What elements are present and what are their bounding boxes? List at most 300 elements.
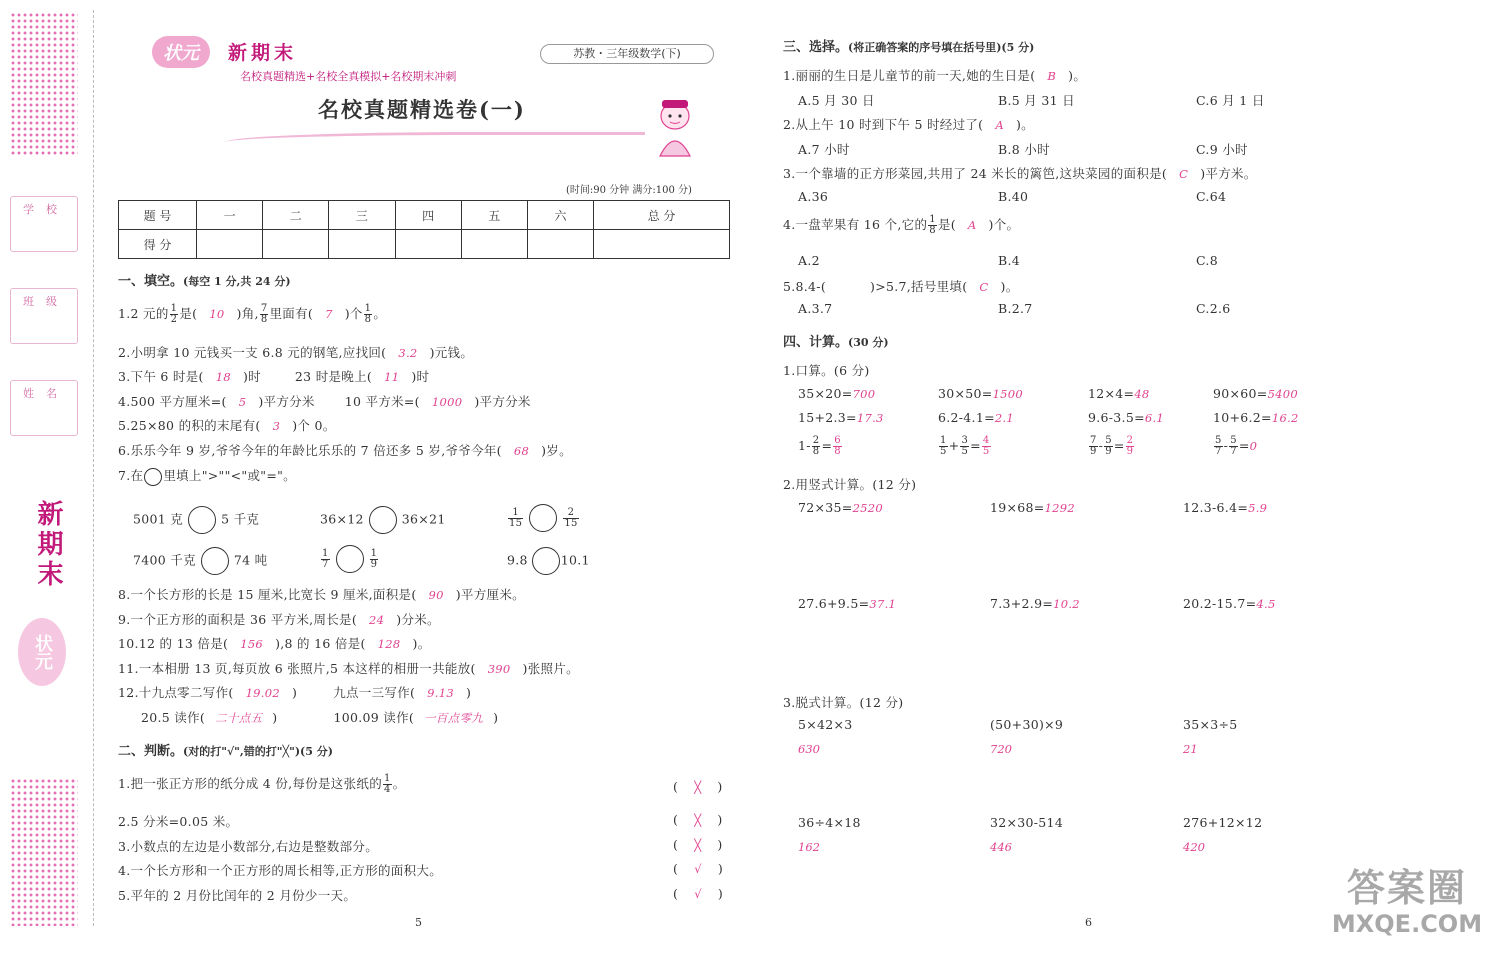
q-text: )。 [1000, 279, 1019, 294]
numerator: 4 [982, 435, 990, 446]
judge-answer-4[interactable]: ( √ ) [673, 861, 724, 876]
denominator: 8 [812, 446, 820, 457]
question-1-9 [118, 610, 440, 628]
fraction [928, 215, 937, 236]
q-text: 7.在 [118, 468, 144, 483]
judge-item-5: 5.平年的 2 月份比闰年的 2 月份少一天。 [118, 888, 357, 903]
denominator: 9 [370, 558, 378, 570]
numerator: 5 [1105, 435, 1112, 446]
operator: + [948, 438, 960, 453]
expr: 15+2.3= [798, 410, 857, 425]
q-text: 12.十九点零二写作( [118, 685, 234, 700]
fraction [1214, 436, 1223, 457]
answer: 6.1 [1144, 411, 1165, 425]
answer: 16.2 [1271, 411, 1299, 425]
score-input-cell[interactable] [263, 230, 329, 259]
judge-answer-1[interactable]: ( ╳ ) [673, 779, 723, 794]
q-text: 1.2 元的 [118, 306, 169, 321]
vertical-item [798, 596, 896, 611]
choice-option-b[interactable]: B.8 小时 [998, 142, 1050, 157]
q-text: ) [292, 685, 298, 700]
vertical-item [798, 500, 883, 515]
choice-option-a[interactable]: A.5 月 30 日 [798, 93, 875, 108]
answer: 24 [369, 613, 385, 627]
answer: ╳ [694, 813, 702, 827]
score-input-cell[interactable] [594, 230, 730, 259]
compare-item [507, 547, 590, 575]
compare-circle-input[interactable] [336, 545, 364, 573]
answer-fraction [833, 436, 842, 457]
answer: 2520 [852, 501, 884, 515]
score-cell: 一 [197, 201, 263, 230]
question-1-6 [118, 441, 572, 459]
logo-badge [152, 36, 210, 68]
q-text: ) [493, 710, 499, 725]
answer: 1292 [1044, 501, 1076, 515]
expr: 20.2-15.7= [1183, 596, 1257, 611]
score-cell: 题 号 [119, 201, 197, 230]
question-1-10 [118, 634, 431, 652]
answer: 一百点零九 [424, 711, 484, 725]
judge-answer-2[interactable]: ( ╳ ) [673, 812, 723, 827]
oral-item: 1- $\frac{2}{8}$ = $\frac{6}{8}$ [798, 435, 841, 457]
numerator: 2 [1126, 435, 1134, 446]
q-text: 23 时是晚上( [294, 369, 373, 384]
series-subtitle: 名校真题精选+名校全真模拟+名校期末冲刺 [240, 70, 457, 83]
section-4-title: 四、计算。 [783, 335, 849, 350]
answer: 10 [209, 307, 225, 321]
mascot-illustration [650, 96, 700, 158]
section-1-heading [118, 270, 291, 289]
choice-q3-stem [783, 164, 1257, 182]
name-field[interactable] [10, 380, 78, 436]
answer: 4.5 [1256, 597, 1276, 611]
q-text: 20.5 读作( [141, 710, 206, 725]
q-text: 里面有( [269, 306, 314, 321]
fraction [260, 304, 269, 325]
q-text: )岁。 [541, 443, 572, 458]
expr: 72×35= [798, 500, 853, 515]
q-text: )时 [411, 369, 430, 384]
denominator: 8 [364, 314, 372, 325]
q-text: )平方分米 [258, 394, 315, 409]
compare-circle-input[interactable] [532, 547, 560, 575]
section-3-heading [783, 36, 1034, 55]
denominator: 5 [940, 446, 947, 457]
q-text: )元钱。 [429, 345, 474, 360]
section-2-points: (对的打"√",错的打"╳")(5 分) [183, 745, 333, 758]
fraction [1104, 436, 1113, 457]
compare-circle-input[interactable] [188, 506, 216, 534]
fraction [383, 774, 392, 795]
question-1-1 [118, 304, 386, 325]
q-text: 10 平方米=( [344, 394, 420, 409]
numerator: 7 [260, 303, 268, 314]
compare-circle-input[interactable] [201, 547, 229, 575]
vertical-series-title: 新期末 [33, 500, 63, 590]
judge-answer-5[interactable]: ( √ ) [673, 886, 724, 901]
step-answer: 446 [990, 840, 1012, 854]
fraction [563, 508, 578, 529]
numerator: 1 [364, 303, 372, 314]
choice-option-c[interactable]: C.9 小时 [1196, 142, 1248, 157]
score-input-cell[interactable] [329, 230, 395, 259]
numerator: 1 [170, 303, 178, 314]
section-2-title: 二、判断。 [118, 744, 184, 759]
q-text: )个 [344, 306, 363, 321]
judge-item-4: 4.一个长方形和一个正方形的周长相等,正方形的面积大。 [118, 863, 443, 878]
denominator: 4 [384, 784, 391, 795]
oral-item: $\frac{1}{5}$ + $\frac{3}{5}$ = $\frac{4}{5}$ [940, 435, 990, 457]
answer: 48 [1134, 387, 1150, 401]
answer: √ [694, 862, 702, 876]
score-input-cell[interactable] [395, 230, 461, 259]
expr: 6.2-4.1= [938, 410, 995, 425]
oral-item [1088, 386, 1150, 401]
section-4-points: (30 分) [848, 336, 889, 349]
compare-item [133, 547, 267, 575]
denominator: 5 [982, 446, 990, 457]
q-text: 1.丽丽的生日是儿童节的前一天,她的生日是( [783, 68, 1036, 83]
compare-right: 10.1 [560, 552, 590, 568]
choice-option-a[interactable]: A.36 [798, 189, 829, 204]
q-text: 九点一三写作( [333, 685, 416, 700]
numerator: 1 [370, 547, 378, 559]
step-answer: 420 [1183, 840, 1205, 854]
watermark-line1: 答案圈 [1346, 866, 1467, 910]
choice-option-c[interactable]: C.64 [1196, 189, 1227, 204]
question-1-12b [141, 708, 498, 726]
q-text: )平方分米 [474, 394, 531, 409]
answer: 1500 [992, 387, 1024, 401]
fraction [1229, 436, 1238, 457]
denominator: 9 [1090, 446, 1097, 457]
time-info: (时间:90 分钟 满分:100 分) [566, 185, 692, 196]
q-text: 9.一个正方形的面积是 36 平方米,周长是( [118, 612, 358, 627]
choice-q4-stem [783, 215, 1019, 236]
expr: 10+6.2= [1213, 410, 1272, 425]
compare-right: 36×21 [401, 511, 446, 527]
question-1-5 [118, 416, 336, 434]
section-3-title: 三、选择。 [783, 40, 849, 55]
score-input-cell[interactable] [461, 230, 527, 259]
score-table-header-row [119, 201, 730, 230]
vertical-calc-title: 2.用竖式计算。(12 分) [783, 477, 917, 492]
answer: ╳ [694, 780, 702, 794]
answer: 二十点五 [215, 711, 263, 725]
class-label: 班级 [23, 295, 69, 308]
class-field[interactable] [10, 288, 78, 344]
section-4-heading [783, 331, 889, 350]
section-1-title: 一、填空。 [118, 274, 184, 289]
answer: 3.2 [398, 346, 418, 360]
q-text: )分米。 [396, 612, 440, 627]
choice-option-c[interactable]: C.8 [1196, 253, 1218, 268]
choice-option-b[interactable]: B.40 [998, 189, 1029, 204]
answer: 156 [240, 637, 264, 651]
judge-item-3: 3.小数点的左边是小数部分,右边是整数部分。 [118, 839, 379, 854]
answer: 3 [272, 419, 281, 433]
page-number-right: 6 [1085, 916, 1092, 929]
answer: 390 [487, 662, 511, 676]
watermark-line2: MXQE.COM [1331, 910, 1483, 938]
side-seal-text: 状元 [32, 634, 53, 670]
numerator: 1 [322, 547, 329, 559]
numerator: 1 [508, 508, 523, 519]
q-text: 5.8.4-( [783, 279, 827, 294]
answer: 37.1 [869, 597, 897, 611]
oral-item [1088, 410, 1164, 425]
score-input-cell[interactable] [197, 230, 263, 259]
score-cell: 五 [461, 201, 527, 230]
q-text: )个 0。 [292, 418, 336, 433]
compare-left: 5001 克 [133, 511, 184, 527]
q-text: )张照片。 [522, 661, 579, 676]
question-1-4 [118, 392, 531, 410]
fraction [321, 549, 330, 570]
denominator: 7 [322, 558, 329, 570]
expr: 90×60= [1213, 386, 1268, 401]
page-number-left: 5 [415, 916, 422, 929]
oral-item [938, 410, 1014, 425]
vertical-item [1183, 500, 1267, 515]
q-text: 3.下午 6 时是( [118, 369, 204, 384]
denominator: 15 [564, 517, 578, 529]
oral-item [1213, 410, 1299, 425]
q-text: )角, [236, 306, 259, 321]
fraction [508, 508, 523, 529]
question-1-12 [118, 683, 471, 701]
expr: 12.3-6.4= [1183, 500, 1249, 515]
denominator: 2 [170, 314, 178, 325]
answer: 5.9 [1248, 501, 1268, 515]
choice-option-b[interactable]: B.2.7 [998, 301, 1033, 316]
expr: 19×68= [990, 500, 1045, 515]
numerator: 3 [961, 435, 969, 446]
choice-q1-stem [783, 66, 1086, 84]
fraction [960, 436, 969, 457]
question-1-8 [118, 585, 525, 603]
q-text: 11.一本相册 13 页,每页放 6 张照片,5 本这样的相册一共能放( [118, 661, 476, 676]
compare-item [320, 545, 379, 573]
answer: B [1047, 69, 1057, 83]
oral-item: $\frac{7}{9}$ - $\frac{5}{9}$ = $\frac{2}{9}$ [1090, 435, 1134, 457]
vertical-item [1183, 596, 1276, 611]
q-text: 2.从上午 10 时到下午 5 时经过了( [783, 117, 984, 132]
oral-item [1213, 386, 1298, 401]
oral-item [798, 386, 875, 401]
q-text: )。 [412, 636, 431, 651]
title-dots [330, 150, 650, 154]
q-text: )>5.7,括号里填( [870, 279, 968, 294]
operator: - [1098, 438, 1104, 453]
q-text: )。 [1015, 117, 1034, 132]
answer: 10.2 [1053, 597, 1080, 611]
answer: 2.1 [994, 411, 1015, 425]
expr: 7.3+2.9= [990, 596, 1054, 611]
choice-option-c[interactable]: C.2.6 [1196, 301, 1231, 316]
answer: 11 [384, 370, 400, 384]
q-text: )个。 [988, 217, 1020, 232]
answer: 0 [1249, 439, 1258, 453]
q-text: 4.500 平方厘米=( [118, 394, 227, 409]
q-text: ) [465, 685, 472, 700]
choice-option-b[interactable]: B.5 月 31 日 [998, 93, 1075, 108]
side-seal [18, 618, 66, 686]
step-expr: 276+12×12 [1183, 815, 1263, 830]
score-table [118, 200, 730, 259]
expr: 9.6-3.5= [1088, 410, 1145, 425]
question-1-11 [118, 659, 579, 677]
question-1-2 [118, 343, 473, 361]
compare-right: 74 吨 [233, 552, 268, 568]
step-answer: 720 [990, 742, 1012, 756]
answer-fraction [1126, 436, 1135, 457]
denominator: 9 [1126, 446, 1134, 457]
compare-circle-icon [144, 468, 162, 486]
answer: 68 [513, 444, 530, 458]
answer: 128 [377, 637, 401, 651]
q-text: )平方米。 [1200, 166, 1257, 181]
compare-item [133, 506, 259, 534]
q-text: 1.把一张正方形的纸分成 4 份,每份是这张纸的 [118, 776, 382, 791]
paper-title: 名校真题精选卷(一) [318, 97, 526, 122]
answer: 19.02 [245, 686, 280, 700]
section-3-points: (将正确答案的序号填在括号里)(5 分) [848, 41, 1035, 54]
choice-option-c[interactable]: C.6 月 1 日 [1196, 93, 1265, 108]
expr: 30×50= [938, 386, 993, 401]
watermark-logo [1322, 866, 1492, 950]
question-1-3 [118, 367, 429, 385]
step-expr: 32×30-514 [990, 815, 1064, 830]
section-1-points: (每空 1 分,共 24 分) [183, 275, 291, 288]
q-text: 。 [392, 776, 406, 791]
q-text: 4.一盘苹果有 16 个,它的 [783, 217, 928, 232]
fraction [939, 436, 948, 457]
fraction [812, 436, 821, 457]
step-expr: (50+30)×9 [990, 717, 1064, 732]
q-text: ),8 的 16 倍是( [275, 636, 366, 651]
numerator: 2 [563, 508, 578, 519]
q-text: )时 [242, 369, 261, 384]
score-cell: 四 [395, 201, 461, 230]
school-field[interactable] [10, 196, 78, 252]
choice-q2-stem [783, 115, 1034, 133]
expr: 12×4= [1088, 386, 1135, 401]
fraction [170, 304, 179, 325]
answer: 700 [852, 387, 876, 401]
expr: 1- [798, 438, 811, 453]
answer: C [1179, 167, 1189, 181]
answer: 7 [325, 307, 333, 321]
numerator: 5 [1230, 435, 1237, 446]
margin-rule [93, 10, 94, 926]
answer: 9.13 [427, 686, 454, 700]
compare-circle-input[interactable] [369, 506, 397, 534]
answer: A [995, 118, 1004, 132]
choice-option-b[interactable]: B.4 [998, 253, 1021, 268]
oral-calc-title: 1.口算。(6 分) [783, 363, 870, 378]
denominator: 8 [834, 446, 841, 457]
q-text: 里填上">""<"或"="。 [163, 468, 296, 483]
step-expr: 35×3÷5 [1183, 717, 1238, 732]
choice-option-a[interactable]: A.3.7 [798, 301, 833, 316]
score-cell: 总 分 [594, 201, 730, 230]
q-text: )平方厘米。 [455, 587, 525, 602]
fraction [364, 304, 373, 325]
denominator: 15 [509, 517, 523, 529]
step-calc-title: 3.脱式计算。(12 分) [783, 695, 904, 710]
question-1-7 [118, 466, 296, 486]
denominator: 9 [1105, 446, 1112, 457]
edition-badge: 苏教・三年级数学(下) [540, 44, 714, 64]
expr: 27.6+9.5= [798, 596, 870, 611]
series-title: 新期末 [228, 42, 298, 64]
name-label: 姓名 [23, 387, 69, 400]
choice-option-a[interactable]: A.7 小时 [798, 142, 850, 157]
answer: √ [694, 887, 702, 901]
q-text: 5.25×80 的积的末尾有( [118, 418, 261, 433]
fraction [370, 549, 379, 570]
expr: 35×20= [798, 386, 853, 401]
denominator: 7 [1230, 446, 1237, 457]
q-text: 10.12 的 13 倍是( [118, 636, 229, 651]
q-text: 是( [179, 306, 198, 321]
answer: C [979, 280, 989, 294]
q-text: 100.09 读作( [333, 710, 415, 725]
answer-fraction [982, 436, 991, 457]
compare-left: 9.8 [507, 552, 528, 568]
numerator: 1 [940, 435, 947, 446]
compare-left: 7400 千克 [133, 552, 196, 568]
q-text: ) [272, 710, 278, 725]
compare-circle-input[interactable] [529, 504, 557, 532]
q-text: 8.一个长方形的长是 15 厘米,比宽长 9 厘米,面积是( [118, 587, 417, 602]
school-label: 学校 [23, 203, 69, 216]
q-text: 3.一个靠墙的正方形菜园,共用了 24 米长的篱笆,这块菜园的面积是( [783, 166, 1168, 181]
answer: 5 [238, 395, 247, 409]
numerator: 5 [1215, 435, 1222, 446]
step-answer: 162 [798, 840, 820, 854]
compare-item [320, 506, 446, 534]
answer: 90 [428, 588, 444, 602]
numerator: 1 [929, 214, 936, 225]
title-swoosh [225, 132, 645, 149]
step-expr: 36÷4×18 [798, 815, 861, 830]
score-table-score-row [119, 230, 730, 259]
step-answer: 21 [1183, 742, 1198, 756]
score-cell: 三 [329, 201, 395, 230]
q-text: 2.小明拿 10 元钱买一支 6.8 元的钢笔,应找回( [118, 345, 387, 360]
judge-answer-3[interactable]: ( ╳ ) [673, 837, 723, 852]
answer: 17.3 [856, 411, 884, 425]
answer: 1000 [431, 395, 463, 409]
vertical-item [990, 596, 1080, 611]
q-text: 是( [937, 217, 956, 232]
score-input-cell[interactable] [527, 230, 593, 259]
compare-right: 5 千克 [221, 511, 260, 527]
oral-item: $\frac{5}{7}$ - $\frac{5}{7}$ =0 [1215, 435, 1258, 457]
q-text: 6.乐乐今年 9 岁,爷爷今年的年龄比乐乐的 7 倍还多 5 岁,爷爷今年( [118, 443, 502, 458]
oral-item [798, 410, 884, 425]
numerator: 1 [384, 773, 391, 784]
compare-item [507, 504, 580, 532]
q-text: )。 [1068, 68, 1087, 83]
logo-text: 状元 [163, 43, 199, 64]
score-label-cell: 得 分 [119, 230, 197, 259]
operator: - [1223, 438, 1229, 453]
choice-option-a[interactable]: A.2 [798, 253, 820, 268]
